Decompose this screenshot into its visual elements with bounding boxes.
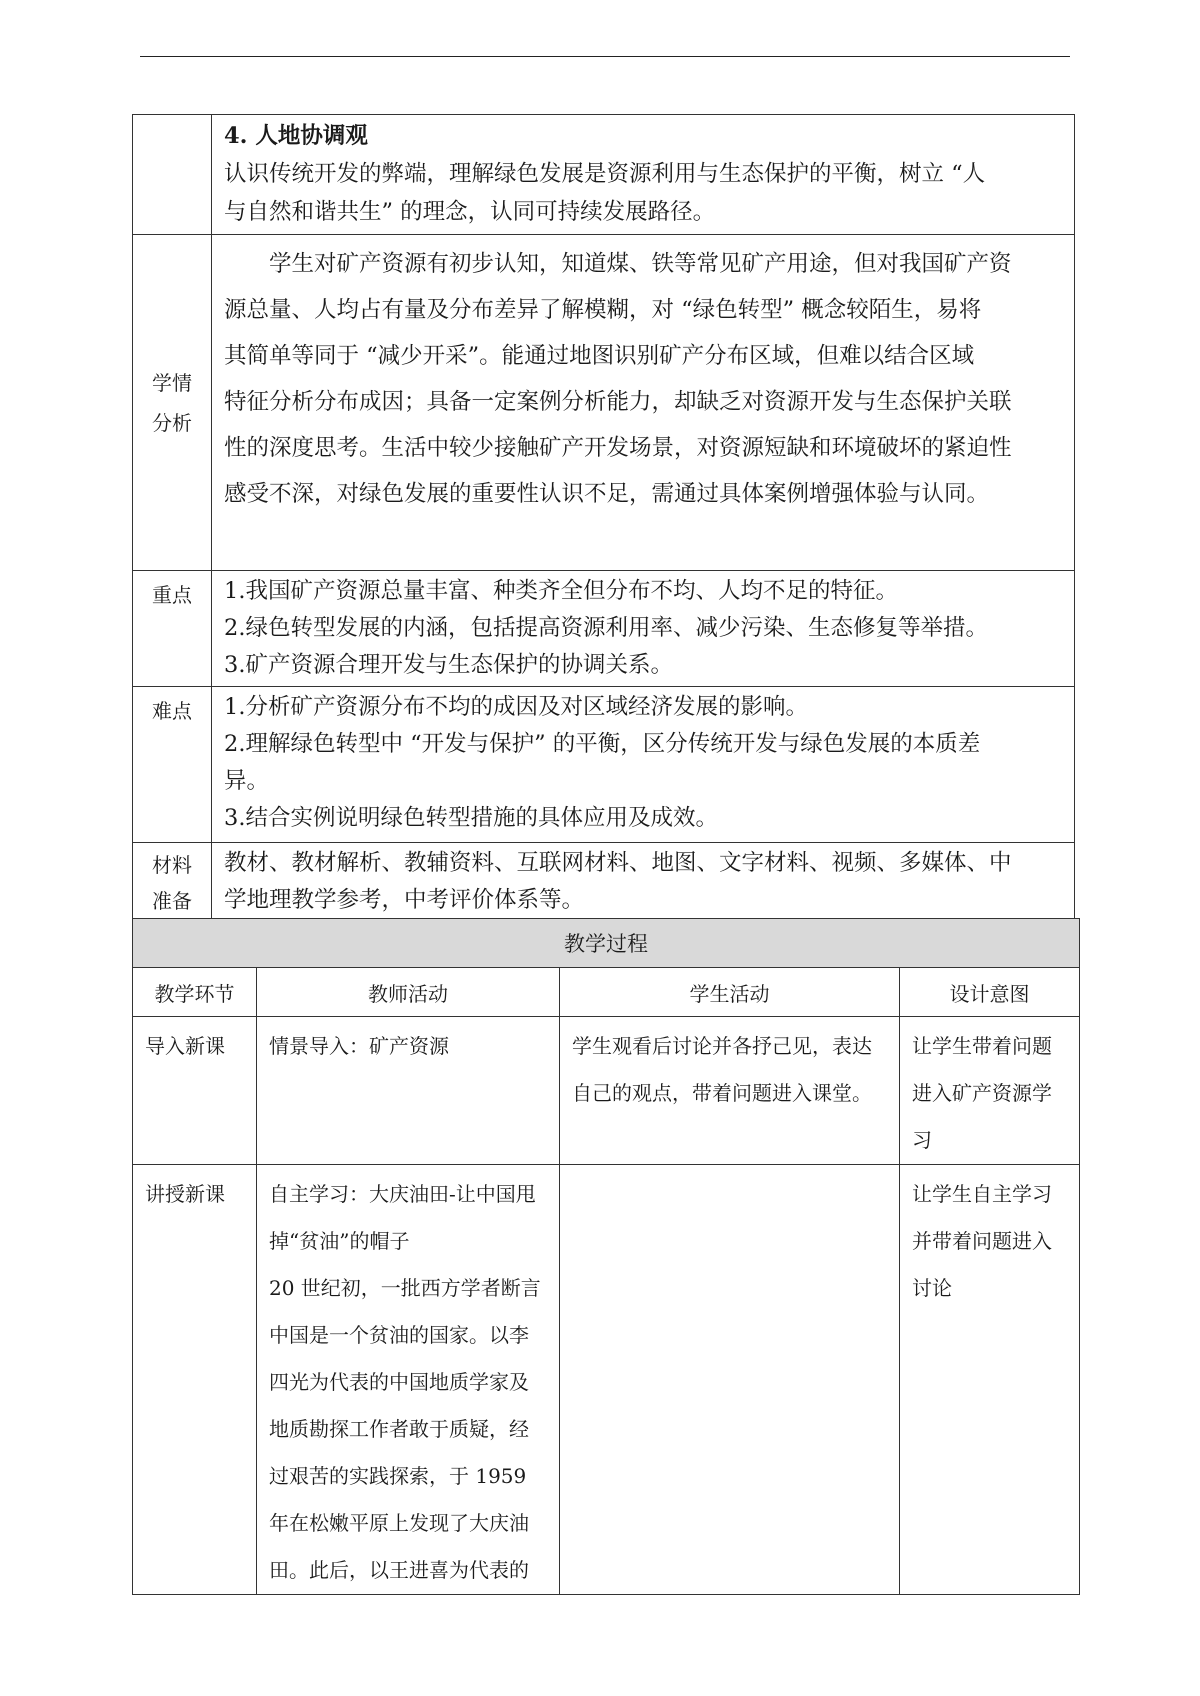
key-points-content bbox=[212, 571, 1075, 687]
difficult-point-item: 3.结合实例说明绿色转型措施的具体应用及成效。 bbox=[224, 805, 718, 831]
materials-label-line: 准备 bbox=[152, 889, 192, 913]
difficult-points-content bbox=[212, 687, 1075, 843]
teacher-activity-line: 中国是一个贫油的国家。以李 bbox=[269, 1323, 529, 1347]
page-header-rule bbox=[140, 56, 1070, 57]
header-teacher: 教师活动 bbox=[257, 968, 560, 1017]
student-activity bbox=[560, 1017, 900, 1165]
core-literacy-line: 认识传统开发的弊端，理解绿色发展是资源利用与生态保护的平衡，树立 “人 bbox=[224, 161, 986, 187]
learning-analysis-line: 学生对矿产资源有初步认知，知道煤、铁等常见矿产用途，但对我国矿产资 bbox=[269, 251, 1012, 277]
materials-line: 学地理教学参考，中考评价体系等。 bbox=[224, 887, 585, 913]
materials-label-line: 材料 bbox=[152, 853, 192, 877]
teacher-activity bbox=[257, 1165, 560, 1595]
learning-analysis-line: 源总量、人均占有量及分布差异了解模糊，对 “绿色转型” 概念较陌生，易将 bbox=[224, 297, 982, 323]
learning-analysis-line: 特征分析分布成因；具备一定案例分析能力，却缺乏对资源开发与生态保护关联 bbox=[224, 389, 1012, 415]
difficult-points-label: 难点 bbox=[133, 687, 212, 843]
process-row-new-lesson bbox=[133, 1165, 1080, 1595]
key-point-item: 3.矿产资源合理开发与生态保护的协调关系。 bbox=[224, 652, 673, 678]
learning-analysis-row bbox=[133, 235, 1075, 571]
design-intent bbox=[900, 1017, 1080, 1165]
learning-analysis-label bbox=[133, 235, 212, 571]
difficult-point-item: 2.理解绿色转型中 “开发与保护” 的平衡，区分传统开发与绿色发展的本质差 bbox=[224, 731, 981, 757]
teacher-activity-line: 地质勘探工作者敢于质疑，经 bbox=[269, 1417, 529, 1441]
difficult-point-item: 1.分析矿产资源分布不均的成因及对区域经济发展的影响。 bbox=[224, 694, 808, 720]
student-activity bbox=[560, 1165, 900, 1595]
design-intent-line: 并带着问题进入 bbox=[912, 1229, 1052, 1253]
student-activity-line: 学生观看后讨论并各抒己见，表达 bbox=[572, 1034, 872, 1058]
design-intent-line: 让学生带着问题 bbox=[912, 1034, 1052, 1058]
core-literacy-line: 与自然和谐共生” 的理念，认同可持续发展路径。 bbox=[224, 199, 716, 225]
key-points-label: 重点 bbox=[133, 571, 212, 687]
teacher-activity-line: 四光为代表的中国地质学家及 bbox=[269, 1370, 529, 1394]
teacher-activity-line: 年在松嫩平原上发现了大庆油 bbox=[269, 1511, 529, 1535]
header-intent: 设计意图 bbox=[900, 968, 1080, 1017]
learning-analysis-line: 感受不深，对绿色发展的重要性认识不足，需通过具体案例增强体验与认同。 bbox=[224, 481, 990, 507]
header-student: 学生活动 bbox=[560, 968, 900, 1017]
design-intent-line: 进入矿产资源学 bbox=[912, 1081, 1052, 1105]
process-header-row bbox=[133, 968, 1080, 1017]
materials-line: 教材、教材解析、教辅资料、互联网材料、地图、文字材料、视频、多媒体、中 bbox=[224, 850, 1012, 876]
teacher-activity-line: 掉“贫油”的帽子 bbox=[269, 1229, 410, 1253]
process-row-intro bbox=[133, 1017, 1080, 1165]
materials-row bbox=[133, 843, 1075, 925]
teacher-activity bbox=[257, 1017, 560, 1165]
materials-label bbox=[133, 843, 212, 925]
teacher-activity-line: 自主学习：大庆油田-让中国甩 bbox=[269, 1182, 536, 1206]
difficult-points-row bbox=[133, 687, 1075, 843]
design-intent-line: 讨论 bbox=[912, 1276, 952, 1300]
key-points-row bbox=[133, 571, 1075, 687]
stage-cell: 导入新课 bbox=[133, 1017, 257, 1165]
teacher-activity-line: 情景导入：矿产资源 bbox=[269, 1034, 449, 1058]
design-intent bbox=[900, 1165, 1080, 1595]
student-activity-line: 自己的观点，带着问题进入课堂。 bbox=[572, 1081, 872, 1105]
stage-cell: 讲授新课 bbox=[133, 1165, 257, 1595]
learning-analysis-line: 其简单等同于 “减少开采”。能通过地图识别矿产分布区域，但难以结合区域 bbox=[224, 343, 975, 369]
process-title-row bbox=[133, 919, 1080, 968]
learning-analysis-label-line: 分析 bbox=[152, 410, 192, 435]
core-literacy-heading: 4. 人地协调观 bbox=[224, 123, 368, 149]
design-intent-line: 让学生自主学习 bbox=[912, 1182, 1052, 1206]
design-intent-line: 习 bbox=[912, 1128, 932, 1152]
core-literacy-content bbox=[212, 115, 1075, 235]
learning-analysis-label-line: 学情 bbox=[152, 370, 192, 395]
core-literacy-row bbox=[133, 115, 1075, 235]
lesson-info-table bbox=[132, 114, 1075, 925]
process-title: 教学过程 bbox=[133, 919, 1080, 968]
header-stage: 教学环节 bbox=[133, 968, 257, 1017]
learning-analysis-content bbox=[212, 235, 1075, 571]
difficult-point-item: 异。 bbox=[224, 768, 270, 794]
materials-content bbox=[212, 843, 1075, 925]
teaching-process-table bbox=[132, 918, 1080, 1595]
teacher-activity-line: 过艰苦的实践探索，于 1959 bbox=[269, 1464, 527, 1488]
key-point-item: 1.我国矿产资源总量丰富、种类齐全但分布不均、人均不足的特征。 bbox=[224, 578, 898, 604]
teacher-activity-line: 田。此后，以王进喜为代表的 bbox=[269, 1558, 529, 1582]
teacher-activity-line: 20 世纪初，一批西方学者断言 bbox=[269, 1276, 541, 1300]
core-literacy-label-cell bbox=[133, 115, 212, 235]
key-point-item: 2.绿色转型发展的内涵，包括提高资源利用率、减少污染、生态修复等举措。 bbox=[224, 615, 988, 641]
learning-analysis-line: 性的深度思考。生活中较少接触矿产开发场景，对资源短缺和环境破坏的紧迫性 bbox=[224, 435, 1012, 461]
